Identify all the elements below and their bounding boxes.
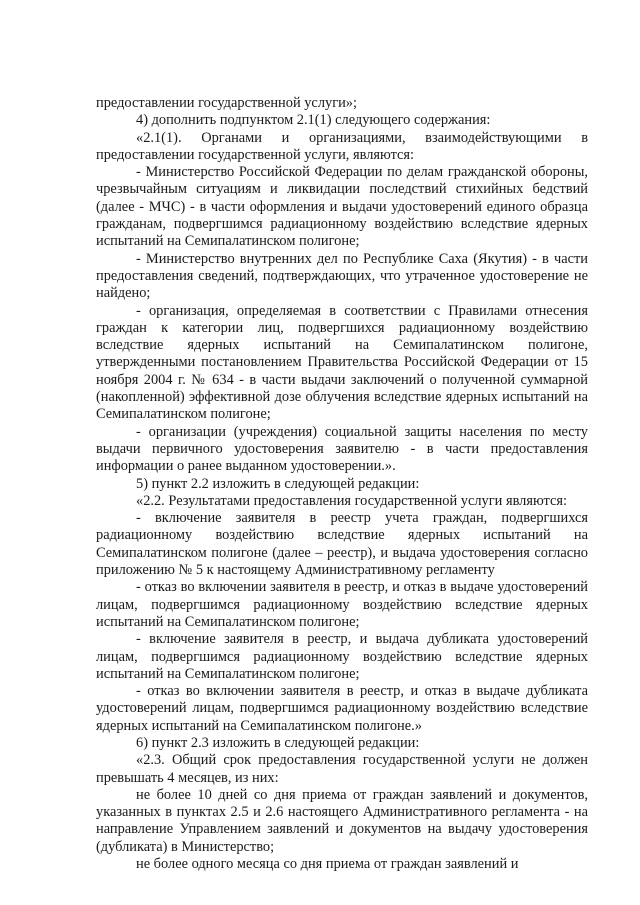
paragraph: - Министерство внутренних дел по Республике Саха (Якутия) - в части предоставления сведений, подтверждающих, что утраченное удостоверение не найдено; xyxy=(96,250,588,302)
paragraph: «2.1(1). Органами и организациями, взаимодействующими в предоставлении государственной услуги, являются: xyxy=(96,129,588,163)
paragraph: - Министерство Российской Федерации по делам гражданской обороны, чрезвычайным ситуациям и ликвидации последствий стихийных бедствий (далее - МЧС) - в части оформления и выдачи удостоверений единого образца гражданам, подвергшимся радиационному воздействию вследствие ядерных испытаний на Семипалатинском полигоне; xyxy=(96,164,588,250)
paragraph: «2.2. Результатами предоставления государственной услуги являются: xyxy=(136,492,568,509)
paragraph: - отказ во включении заявителя в реестр, и отказ в выдаче дубликата удостоверений лицам, подвергшимся радиационному воздействию вследствие ядерных испытаний на Семипалатинском полигоне.» xyxy=(96,683,588,734)
paragraph: - включение заявителя в реестр, и выдача дубликата удостоверений лицам, подвергшимся радиационному воздействию вследствие ядерных испытаний на Семипалатинском полигоне; xyxy=(96,631,588,682)
paragraph: - организация, определяемая в соответствии с Правилами отнесения граждан к категории лиц, подвергшихся радиационному воздействию вследствие ядерных испытаний на Семипалатинском полигоне, утвержденными постановлением Правительства Российской Федерации от 15 ноября 2004 г. № 634 - в части выдачи заключений о полученной суммарной (накопленной) эффективной дозе облучения вследствие ядерных испытаний на Семипалатинском полигоне; xyxy=(96,302,588,423)
paragraph: 6) пункт 2.3 изложить в следующей редакции: xyxy=(136,734,420,751)
paragraph: «2.3. Общий срок предоставления государственной услуги не должен превышать 4 месяцев, из них: xyxy=(96,752,588,786)
paragraph: 4) дополнить подпунктом 2.1(1) следующего содержания: xyxy=(136,112,491,129)
paragraph: - организации (учреждения) социальной защиты населения по месту выдачи первичного удостоверения заявителю - в части предоставления информации о ранее выданном удостоверении.». xyxy=(96,423,588,475)
paragraph: - включение заявителя в реестр учета граждан, подвергшихся радиационному воздействию вследствие ядерных испытаний на Семипалатинском полигоне (далее – реестр), и выдача удостоверения согласно приложению № 5 к настоящему Административному регламенту xyxy=(96,510,588,579)
paragraph: не более 10 дней со дня приема от граждан заявлений и документов, указанных в пунктах 2.5 и 2.6 настоящего Административного регламента - на направление Управлением заявлений и документов на выдачу удостоверения (дубликата) в Министерство; xyxy=(96,786,588,855)
document-body xyxy=(96,95,588,873)
paragraph: не более одного месяца со дня приема от граждан заявлений и xyxy=(136,856,519,873)
paragraph: предоставлении государственной услуги»; xyxy=(96,95,357,111)
paragraph: 5) пункт 2.2 изложить в следующей редакции: xyxy=(136,475,420,492)
paragraph: - отказ во включении заявителя в реестр, и отказ в выдаче удостоверений лицам, подвергшимся радиационному воздействию вследствие ядерных испытаний на Семипалатинском полигоне; xyxy=(96,579,588,630)
